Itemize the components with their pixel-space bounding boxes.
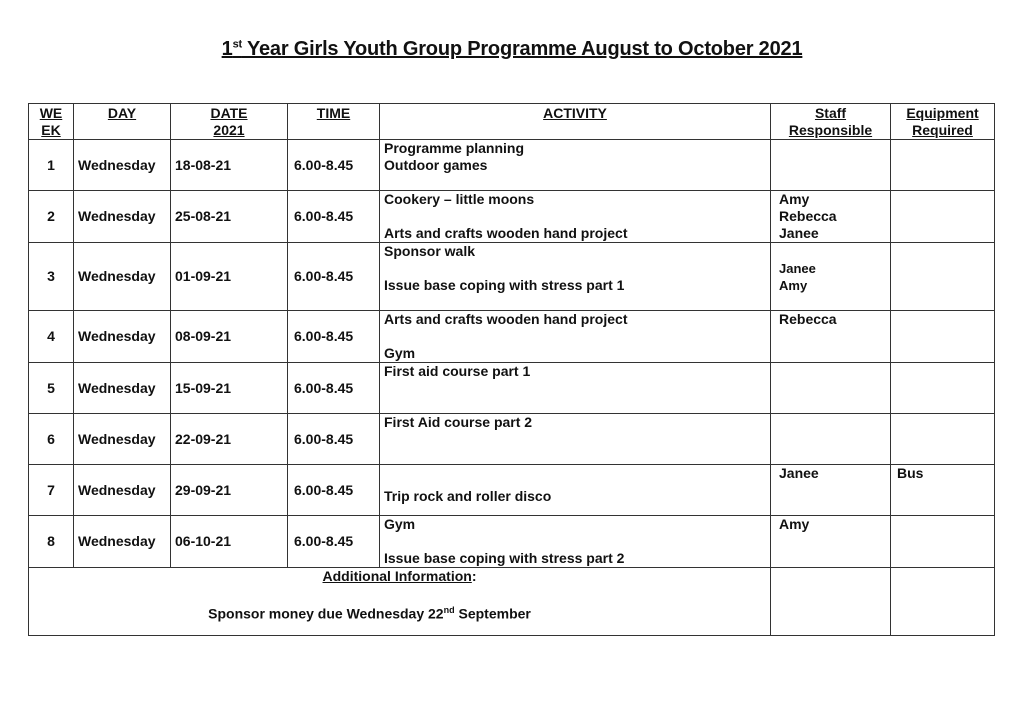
activity-cell: Programme planning Outdoor games bbox=[380, 140, 771, 191]
time-cell: 6.00-8.45 bbox=[288, 311, 380, 363]
date-header: DATE 2021 bbox=[171, 104, 288, 140]
day-cell: Wednesday bbox=[74, 363, 171, 414]
equipment-cell: Bus bbox=[891, 465, 995, 516]
equipment-cell bbox=[891, 191, 995, 243]
time-header: TIME bbox=[288, 104, 380, 140]
activity-cell: First aid course part 1 bbox=[380, 363, 771, 414]
staff-cell: Rebecca bbox=[771, 311, 891, 363]
week-cell: 5 bbox=[29, 363, 74, 414]
table-row bbox=[29, 243, 995, 311]
date-cell: 06-10-21 bbox=[171, 516, 288, 568]
staff-cell: Janee bbox=[771, 465, 891, 516]
day-cell: Wednesday bbox=[74, 191, 171, 243]
date-cell: 25-08-21 bbox=[171, 191, 288, 243]
equipment-cell bbox=[891, 140, 995, 191]
day-cell: Wednesday bbox=[74, 516, 171, 568]
week-cell: 1 bbox=[29, 140, 74, 191]
activity-cell: Trip rock and roller disco bbox=[380, 465, 771, 516]
equipment-cell bbox=[891, 363, 995, 414]
date-cell: 18-08-21 bbox=[171, 140, 288, 191]
staff-cell bbox=[771, 140, 891, 191]
sponsor-note: Sponsor money due Wednesday 22nd September bbox=[208, 605, 531, 622]
day-cell: Wednesday bbox=[74, 414, 171, 465]
programme-table bbox=[28, 103, 995, 636]
week-header: WE EK bbox=[29, 104, 74, 140]
week-cell: 7 bbox=[29, 465, 74, 516]
header-row bbox=[29, 104, 995, 140]
table-row bbox=[29, 516, 995, 568]
date-cell: 08-09-21 bbox=[171, 311, 288, 363]
week-cell: 8 bbox=[29, 516, 74, 568]
time-cell: 6.00-8.45 bbox=[288, 243, 380, 311]
equipment-cell bbox=[891, 311, 995, 363]
staff-cell bbox=[771, 363, 891, 414]
time-cell: 6.00-8.45 bbox=[288, 414, 380, 465]
equipment-header: Equipment Required bbox=[891, 104, 995, 140]
time-cell: 6.00-8.45 bbox=[288, 465, 380, 516]
document-title: 1st Year Girls Youth Group Programme August to October 2021 bbox=[221, 38, 803, 60]
equipment-cell bbox=[891, 414, 995, 465]
staff-cell: Janee Amy bbox=[771, 243, 891, 311]
equipment-cell bbox=[891, 243, 995, 311]
staff-header: Staff Responsible bbox=[771, 104, 891, 140]
week-cell: 3 bbox=[29, 243, 74, 311]
additional-info-heading: Additional Information bbox=[322, 568, 472, 584]
staff-cell bbox=[771, 568, 891, 636]
staff-cell bbox=[771, 414, 891, 465]
time-cell: 6.00-8.45 bbox=[288, 140, 380, 191]
staff-cell: Amy Rebecca Janee bbox=[771, 191, 891, 243]
date-cell: 22-09-21 bbox=[171, 414, 288, 465]
activity-cell: Cookery – little moons Arts and crafts wooden hand project bbox=[380, 191, 771, 243]
date-cell: 29-09-21 bbox=[171, 465, 288, 516]
week-cell: 2 bbox=[29, 191, 74, 243]
date-cell: 15-09-21 bbox=[171, 363, 288, 414]
activity-header: ACTIVITY bbox=[380, 104, 771, 140]
week-cell: 6 bbox=[29, 414, 74, 465]
time-cell: 6.00-8.45 bbox=[288, 516, 380, 568]
activity-cell: Gym Issue base coping with stress part 2 bbox=[380, 516, 771, 568]
day-cell: Wednesday bbox=[74, 140, 171, 191]
day-cell: Wednesday bbox=[74, 311, 171, 363]
day-cell: Wednesday bbox=[74, 465, 171, 516]
table-row bbox=[29, 363, 995, 414]
time-cell: 6.00-8.45 bbox=[288, 363, 380, 414]
table-row bbox=[29, 140, 995, 191]
activity-cell: Arts and crafts wooden hand project Gym bbox=[380, 311, 771, 363]
day-header: DAY bbox=[74, 104, 171, 140]
activity-cell: Sponsor walk Issue base coping with stress part 1 bbox=[380, 243, 771, 311]
table-row bbox=[29, 414, 995, 465]
staff-cell: Amy bbox=[771, 516, 891, 568]
table-row bbox=[29, 311, 995, 363]
date-cell: 01-09-21 bbox=[171, 243, 288, 311]
additional-info-row bbox=[29, 568, 995, 636]
day-cell: Wednesday bbox=[74, 243, 171, 311]
equipment-cell bbox=[891, 568, 995, 636]
activity-cell: First Aid course part 2 bbox=[380, 414, 771, 465]
additional-info-cell: Additional Information: Sponsor money due Wednesday 22nd September bbox=[29, 568, 771, 636]
week-cell: 4 bbox=[29, 311, 74, 363]
table-row bbox=[29, 191, 995, 243]
table-row bbox=[29, 465, 995, 516]
time-cell: 6.00-8.45 bbox=[288, 191, 380, 243]
equipment-cell bbox=[891, 516, 995, 568]
